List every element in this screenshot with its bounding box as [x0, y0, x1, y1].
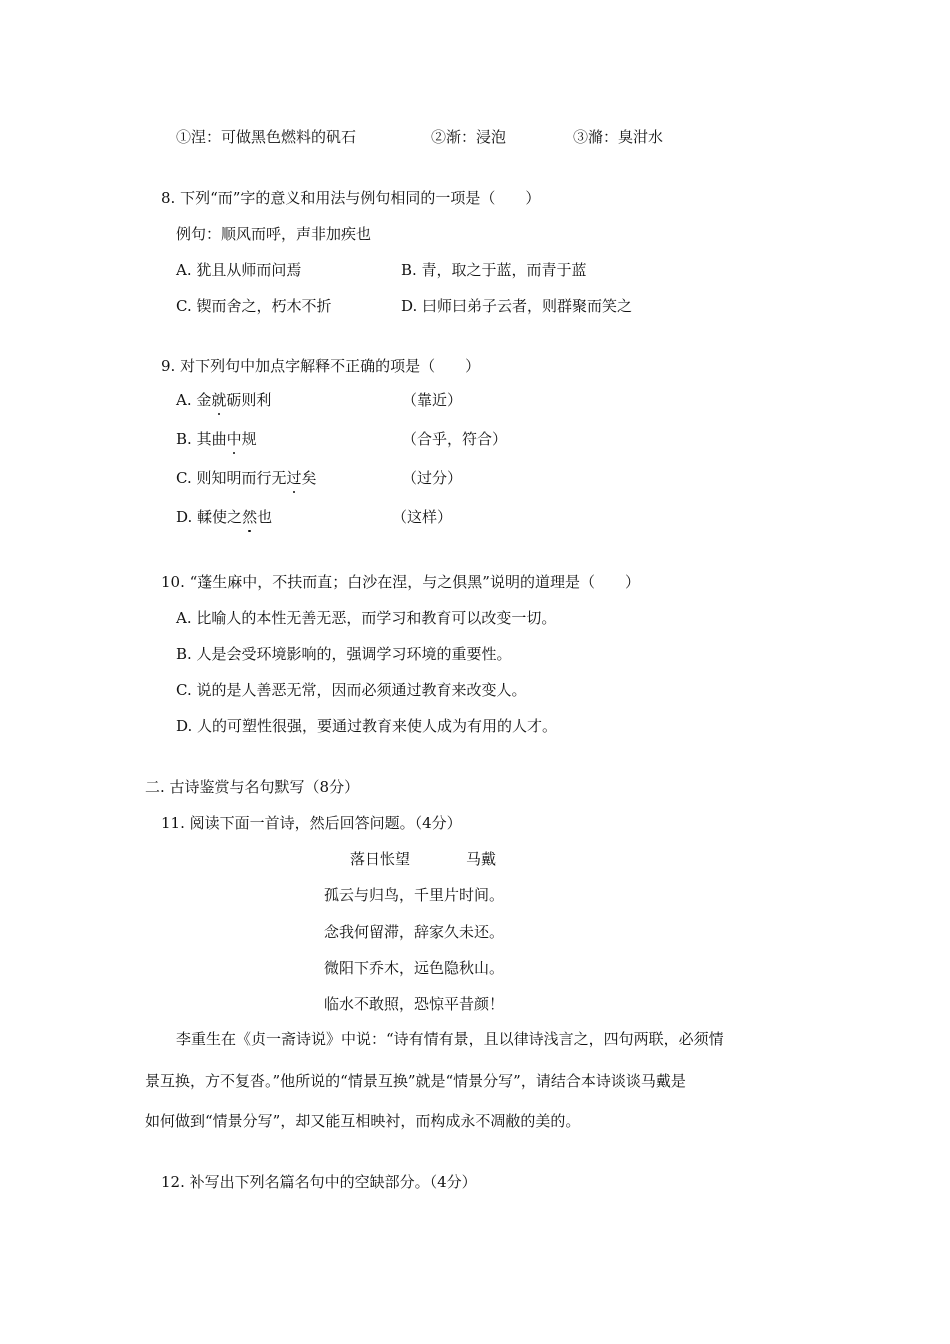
q9-option-c-pre: 则知明而行无 — [196, 469, 287, 487]
q9-option-a-label: A. — [176, 391, 192, 409]
q9-option-a-gloss: （靠近） — [402, 391, 463, 409]
q9-option-b-dotted-char: 中 — [226, 430, 242, 448]
q9-option-a-pre: 金 — [196, 391, 212, 409]
q8-option-c: C. 锲而舍之，朽木不折 — [176, 297, 332, 315]
q9-stem: 9. 对下列句中加点字解释不正确的项是（ ） — [161, 357, 481, 375]
q8-stem: 8. 下列“而”字的意义和用法与例句相同的一项是（ ） — [161, 189, 541, 207]
q9-option-b — [176, 429, 257, 449]
q9-option-a-dotted-char: 就 — [211, 391, 227, 409]
q9-option-c-label: C. — [176, 469, 192, 487]
q11-stem: 11. 阅读下面一首诗，然后回答问题。（4分） — [161, 814, 462, 832]
poem-line-3: 微阳下乔木，远色隐秋山。 — [324, 959, 505, 977]
poem-author: 马戴 — [466, 850, 497, 868]
q8-example: 例句：顺风而呼，声非加疾也 — [176, 225, 372, 243]
q10-option-d: D. 人的可塑性很强，要通过教育来使人成为有用的人才。 — [176, 717, 558, 735]
q9-option-a-post: 砺则利 — [226, 391, 272, 409]
q9-option-c — [176, 468, 317, 488]
note-3: ③滫：臭泔水 — [573, 128, 664, 146]
q9-option-d — [176, 507, 272, 527]
q9-option-d-post: 也 — [257, 508, 273, 526]
q9-option-b-label: B. — [176, 430, 192, 448]
q11-paragraph-line-2: 景互换，方不复沓。”他所说的“情景互换”就是“情景分写”，请结合本诗谈谈马戴是 — [145, 1072, 686, 1090]
poem-line-4: 临水不敢照，恐惊平昔颜！ — [324, 995, 505, 1013]
q9-option-b-gloss: （合乎，符合） — [402, 430, 508, 448]
q8-option-b: B. 青，取之于蓝，而青于蓝 — [401, 261, 587, 279]
q9-option-c-post: 矣 — [301, 469, 317, 487]
q9-option-d-pre: 輮使之 — [197, 508, 243, 526]
poem-line-2: 念我何留滞，辞家久未还。 — [324, 923, 505, 941]
q10-option-a: A. 比喻人的本性无善无恶，而学习和教育可以改变一切。 — [176, 609, 557, 627]
poem-line-1: 孤云与归鸟，千里片时间。 — [324, 886, 505, 904]
q12-stem: 12. 补写出下列名篇名句中的空缺部分。（4分） — [161, 1173, 477, 1191]
q11-paragraph-line-1: 李重生在《贞一斋诗说》中说：“诗有情有景，且以律诗浅言之，四句两联，必须情 — [176, 1030, 724, 1048]
q9-option-c-dotted-char: 过 — [286, 469, 302, 487]
q10-option-c: C. 说的是人善恶无常，因而必须通过教育来改变人。 — [176, 681, 527, 699]
q9-option-d-gloss: （这样） — [392, 508, 453, 526]
q8-option-d: D. 曰师曰弟子云者，则群聚而笑之 — [401, 297, 633, 315]
note-1: ①涅：可做黑色燃料的矾石 — [176, 128, 357, 146]
poem-title: 落日怅望 — [350, 850, 411, 868]
q11-paragraph-line-3: 如何做到“情景分写”，却又能互相映衬，而构成永不凋敝的美的。 — [145, 1112, 581, 1130]
q9-option-b-pre: 其曲 — [196, 430, 227, 448]
q9-option-c-gloss: （过分） — [402, 469, 463, 487]
section-2-title: 二. 古诗鉴赏与名句默写（8分） — [145, 778, 360, 796]
q9-option-a — [176, 390, 271, 410]
q8-option-a: A. 犹且从师而问焉 — [176, 261, 302, 279]
q10-stem: 10. “蓬生麻中，不扶而直；白沙在涅，与之俱黑”说明的道理是（ ） — [161, 573, 640, 591]
q10-option-b: B. 人是会受环境影响的，强调学习环境的重要性。 — [176, 645, 512, 663]
q9-option-b-post: 规 — [241, 430, 257, 448]
q9-option-d-dotted-char: 然 — [242, 508, 258, 526]
q9-option-d-label: D. — [176, 508, 193, 526]
note-2: ②渐：浸泡 — [431, 128, 507, 146]
